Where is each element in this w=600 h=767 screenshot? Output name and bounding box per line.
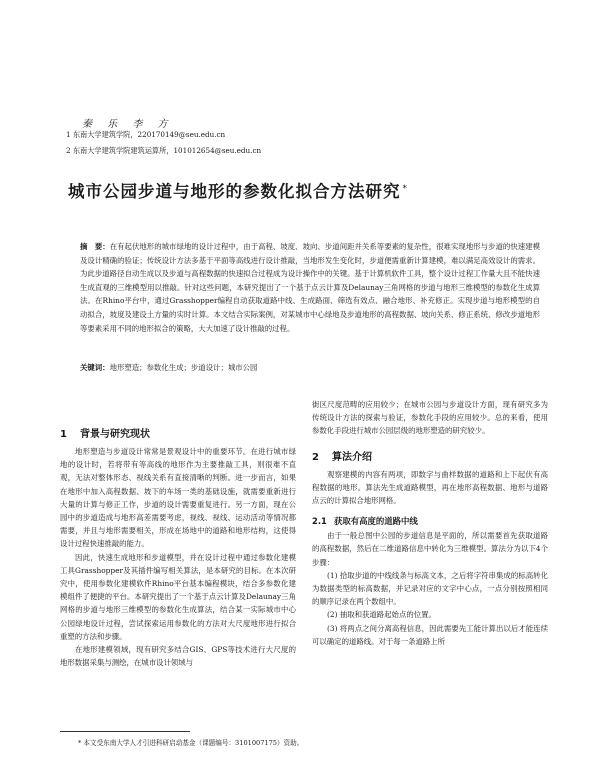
section-1-title: 背景与研究现状 [80, 429, 150, 440]
authors: 秦 乐 李 方 [82, 119, 174, 130]
right-intro-paragraph: 街区尺度范畴的应用较少；在城市公园与步道设计方面，现有研究多为传统设计方法的探索与验证，参数化手段的应用较少。总的来看，使用参数化手段进行城市公园层级的地形塑造的研究较少。 [312, 400, 548, 436]
subsection-2-1-number: 2.1 [312, 516, 327, 527]
left-paragraph-3: 在地形建模领域，现有研究多结合GIS、GPS等技术进行大尺度的地形数据采集与测绘，在城市设计领域与 [60, 645, 296, 668]
left-paragraph-2: 因此，快速生成地形和步道模型，并在设计过程中通过参数化建模工具Grasshopper及其插件编写相关算法，是本研究的目标。在本次研究中，使用参数化建模软件Rhino平台基本编程模块，结合多参数化建模组件了便捷的平台。本研究提出了一个基于点云计算及Delaunay三角网格的步道与地形三维模型的参数化生成算法，结合某一实际城市中心公园绿地设计过程，尝试探索运用参数化的方法对大尺度地形进行拟合重塑的方法和步骤。 [60, 552, 296, 641]
abstract-text: 在有起伏地形的城市绿地的设计过程中，由于高程、坡度、坡向、步道间距并关系等要素的复杂性，很难实现地形与步道的快速建模及设计精确的验证；传统设计方法多基于平面等高线进行设计推敲，当地形发生变化时，步道便需重新计算建模，难以满足高效设计的需求。为此步道路径自动生成以及步道与高程数据的快速拟合过程成为设计操作中的关键。基于计算机软件工具，整个设计过程工作量大且不能快速生成直观的三维模型用以推敲。针对这些问题，本研究提出了一个基于点云计算及Delaunay三角网格的步道与地形三维模型的参数化生成算法。在Rhino平台中，通过Grasshopper编程自动获取道路中线、生成路面、筛选有效点、融合地形、补充修正。实现步道与地形模型的自动拟合，坡度及建设土方量的实时计算。本文结合实际案例，对某城市中心绿地及步道地形的高程数据、坡向关系、修正系统、修改步道地形等要素采用不同的地形拟合的策略，大大加速了设计推敲的过程。 [80, 242, 540, 333]
section-2-number: 2 [312, 451, 319, 463]
section-1-heading [60, 425, 296, 445]
keywords [80, 361, 540, 374]
footnote-divider [60, 731, 190, 732]
abstract-label: 摘 要： [80, 242, 110, 251]
subsection-paragraph-2: (1) 拾取步道的中线线条与标高文本，之后将字符串集成的标高转化为数据类型的标高数据，并记录对应的文字中心点，一点分别按照相同的顺序记录在两个数组中。 [312, 570, 548, 607]
title-footnote-mark: * [402, 183, 408, 194]
footnote: * 本文受东南大学人才引进科研启动基金（课题编号：3101007175）资助。 [78, 739, 304, 747]
left-paragraph-1: 地形塑造与步道设计常常是景观设计中的重要环节。在进行城市绿地的设计时，若将带有等高线的地形作为主要推敲工具，则很难不直观，无法对整体形态、视线关系有直接清晰的判断。进一步而言，如果在地形中加入高程数据、坡下的车场一类的基础设施，就需要重新进行大量的计算与修正工作，步道的设计需要重复进行。另一方面，现在公园中的步道造成与地形高差需要考虑，视线、视线、运动活动等情况都需要，并且与地形需要相关，形成在场地中的道路和地形结构，这使得设计过程快速推敲的能力。 [60, 447, 296, 549]
left-column [60, 425, 296, 669]
abstract [80, 240, 540, 335]
section-1-number: 1 [60, 429, 67, 440]
paper-title-text: 城市公园步道与地形的参数化拟合方法研究 [68, 182, 401, 201]
subsection-paragraph-1: 由于一般总图中公园的步道信息是平面的，所以需要首先获取道路的高程数据，然后在二维道路信息中转化为三维模型。算法分为以下4个步骤： [312, 531, 548, 567]
right-column [312, 398, 548, 648]
subsection-paragraph-4: (3) 将两点之间分离高程信息，因此需要先工能计算出以后才能连续可以确定的道路线。对于每一条道路上所 [312, 623, 548, 646]
section-2-paragraph: 观察建模的内容有两项，即数字与曲样数据的道路和上下起伏有高程数据的地形。算法先生成道路模型，再在地形高程数据、地形与道路点云的计算拟合地形网格。 [312, 469, 548, 506]
subsection-2-1-heading [312, 513, 548, 529]
section-2-heading [312, 448, 548, 468]
paper-title [68, 178, 408, 202]
subsection-paragraph-3: (2) 抽取和获道路起始点的位置。 [327, 610, 436, 620]
keywords-text: 地形塑造；参数化生成；步道设计；城市公园 [109, 363, 258, 372]
keywords-label: 关键词： [80, 363, 110, 372]
affiliation-1: 1 东南大学建筑学院，220170149@seu.edu.cn [66, 130, 226, 139]
subsection-2-1-title: 获取有高度的道路中线 [334, 516, 418, 527]
section-2-title: 算法介绍 [332, 451, 372, 463]
affiliation-2: 2 东南大学建筑学院建筑运算所，101012654@seu.edu.cn [66, 146, 262, 155]
